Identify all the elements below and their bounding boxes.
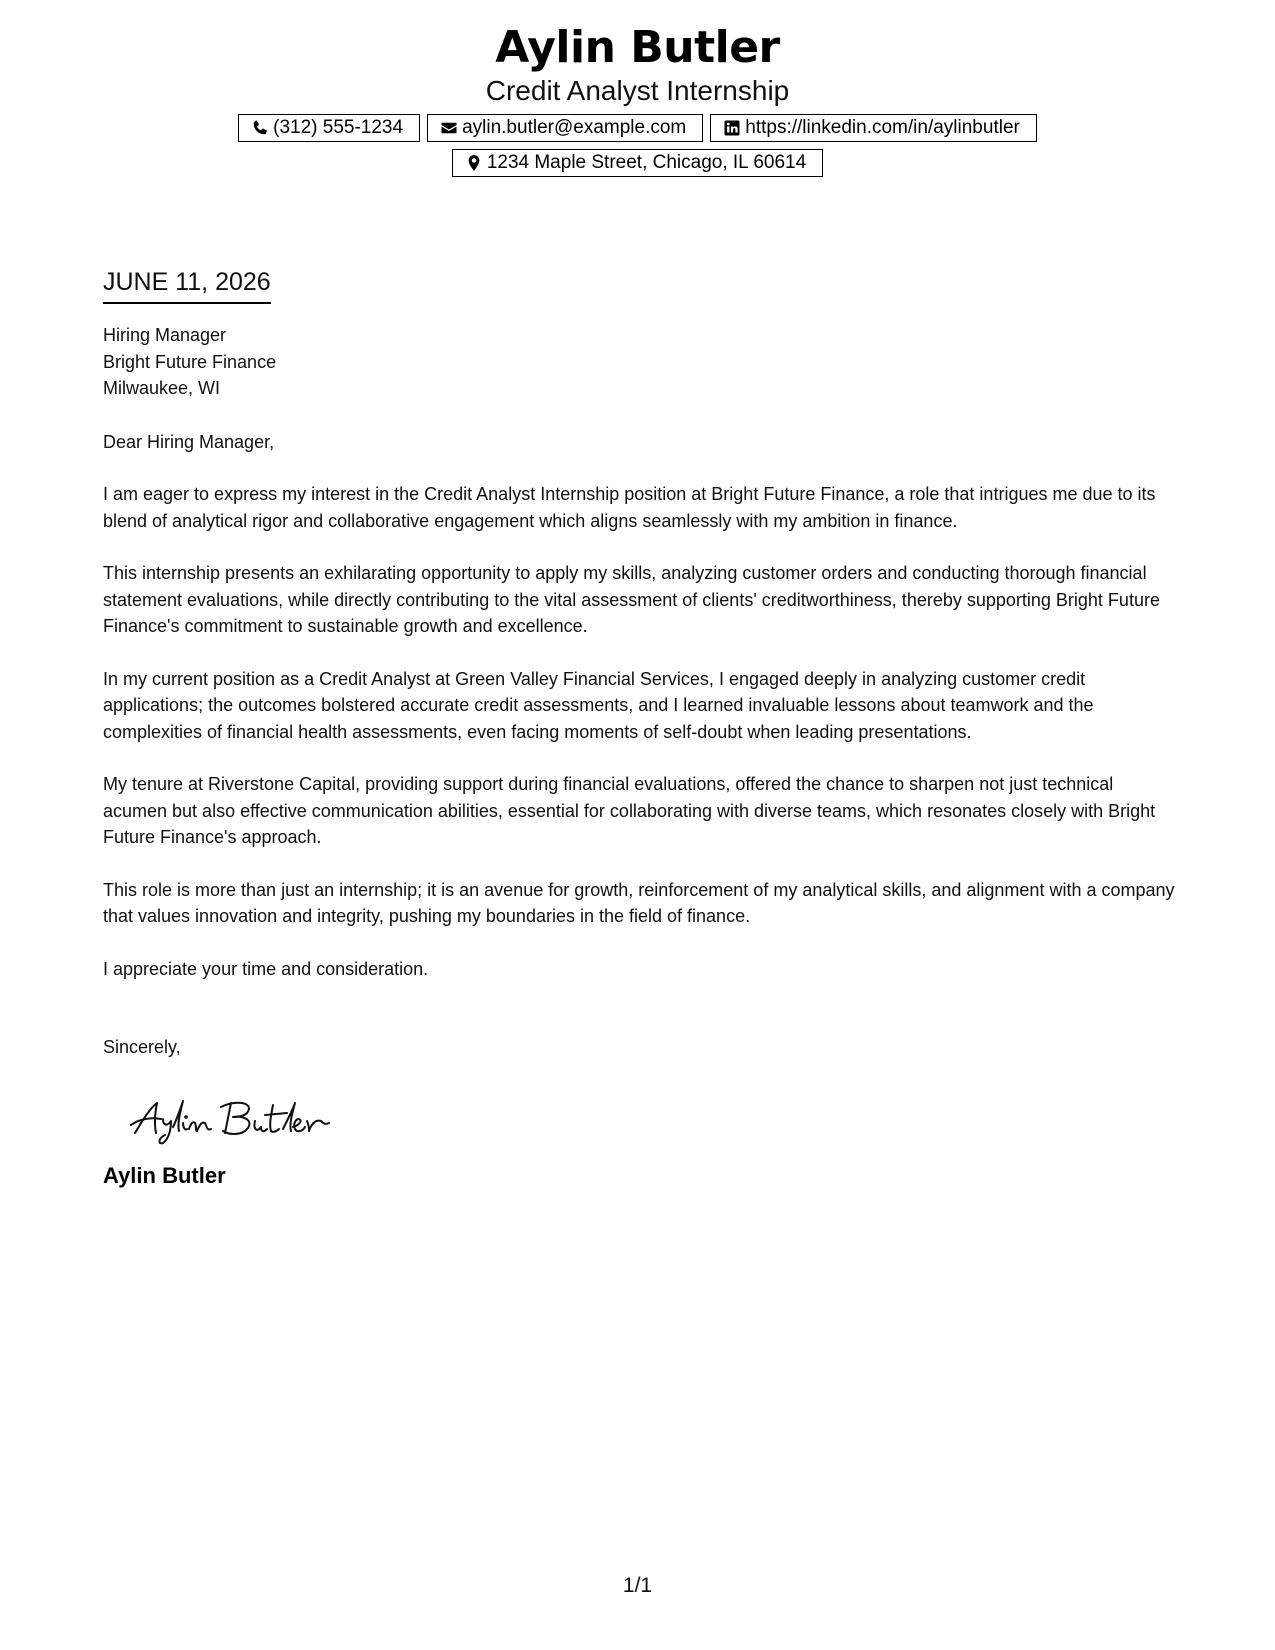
letter-date: JUNE 11, 2026 bbox=[103, 266, 271, 304]
contact-row-2 bbox=[0, 149, 1275, 177]
paragraph-1: I am eager to express my interest in the Credit Analyst Internship position at Bright Future Finance, a role that intrigues me due to its blend of analytical rigor and collaborative engagement which aligns seamlessly with my ambition in finance. bbox=[103, 484, 1156, 531]
closing: Sincerely, bbox=[103, 1037, 181, 1057]
contact-row-1 bbox=[0, 114, 1275, 142]
linkedin-icon bbox=[723, 119, 741, 137]
paragraph-2: This internship presents an exhilarating opportunity to apply my skills, analyzing customer orders and conducting thorough financial statement evaluations, while directly contributing to the vital assessment of clients' creditworthiness, thereby supporting Bright Future Finance's commitment to sustainable growth and excellence. bbox=[103, 563, 1160, 636]
signer-name: Aylin Butler bbox=[103, 1163, 226, 1188]
handwritten-signature bbox=[127, 1093, 347, 1145]
email-chip bbox=[427, 114, 703, 142]
applicant-name: Aylin Butler bbox=[495, 22, 780, 73]
recipient-block bbox=[103, 322, 1178, 402]
phone-chip bbox=[238, 114, 420, 142]
job-title: Credit Analyst Internship bbox=[485, 75, 790, 106]
paragraph-6: I appreciate your time and consideration. bbox=[103, 958, 429, 979]
linkedin-text: https://linkedin.com/in/aylinbutler bbox=[745, 117, 1020, 138]
phone-icon bbox=[251, 119, 269, 137]
map-pin-icon bbox=[465, 154, 483, 172]
address-text: 1234 Maple Street, Chicago, IL 60614 bbox=[486, 152, 807, 173]
paragraph-4: My tenure at Riverstone Capital, providing support during financial evaluations, offered the chance to sharpen not just technical acumen but also effective communication abilities, essential for collaborating with diverse teams, which resonates closely with Bright Future Finance's approach. bbox=[103, 774, 1156, 847]
recipient-title: Hiring Manager bbox=[103, 325, 227, 345]
letter-header bbox=[0, 22, 1275, 177]
recipient-company: Bright Future Finance bbox=[103, 351, 277, 372]
envelope-icon bbox=[440, 119, 458, 137]
paragraph-3: In my current position as a Credit Analyst at Green Valley Financial Services, I engaged deeply in analyzing customer credit applications; the outcomes bolstered accurate credit assessments, and I learned invaluable lessons about teamwork and the complexities of financial health assessments, even facing moments of self-doubt when leading presentations. bbox=[103, 668, 1094, 742]
letter-body bbox=[103, 266, 1178, 1190]
phone-text: (312) 555-1234 bbox=[273, 117, 404, 138]
paragraph-5: This role is more than just an internship; it is an avenue for growth, reinforcement of my analytical skills, and alignment with a company that values innovation and integrity, pushing my boundaries in the field of finance. bbox=[103, 879, 1175, 926]
linkedin-chip bbox=[710, 114, 1037, 142]
page-number: 1/1 bbox=[622, 1574, 653, 1597]
address-chip bbox=[452, 149, 823, 177]
salutation: Dear Hiring Manager, bbox=[103, 431, 275, 452]
recipient-location: Milwaukee, WI bbox=[103, 378, 221, 398]
email-text: aylin.butler@example.com bbox=[462, 117, 687, 138]
